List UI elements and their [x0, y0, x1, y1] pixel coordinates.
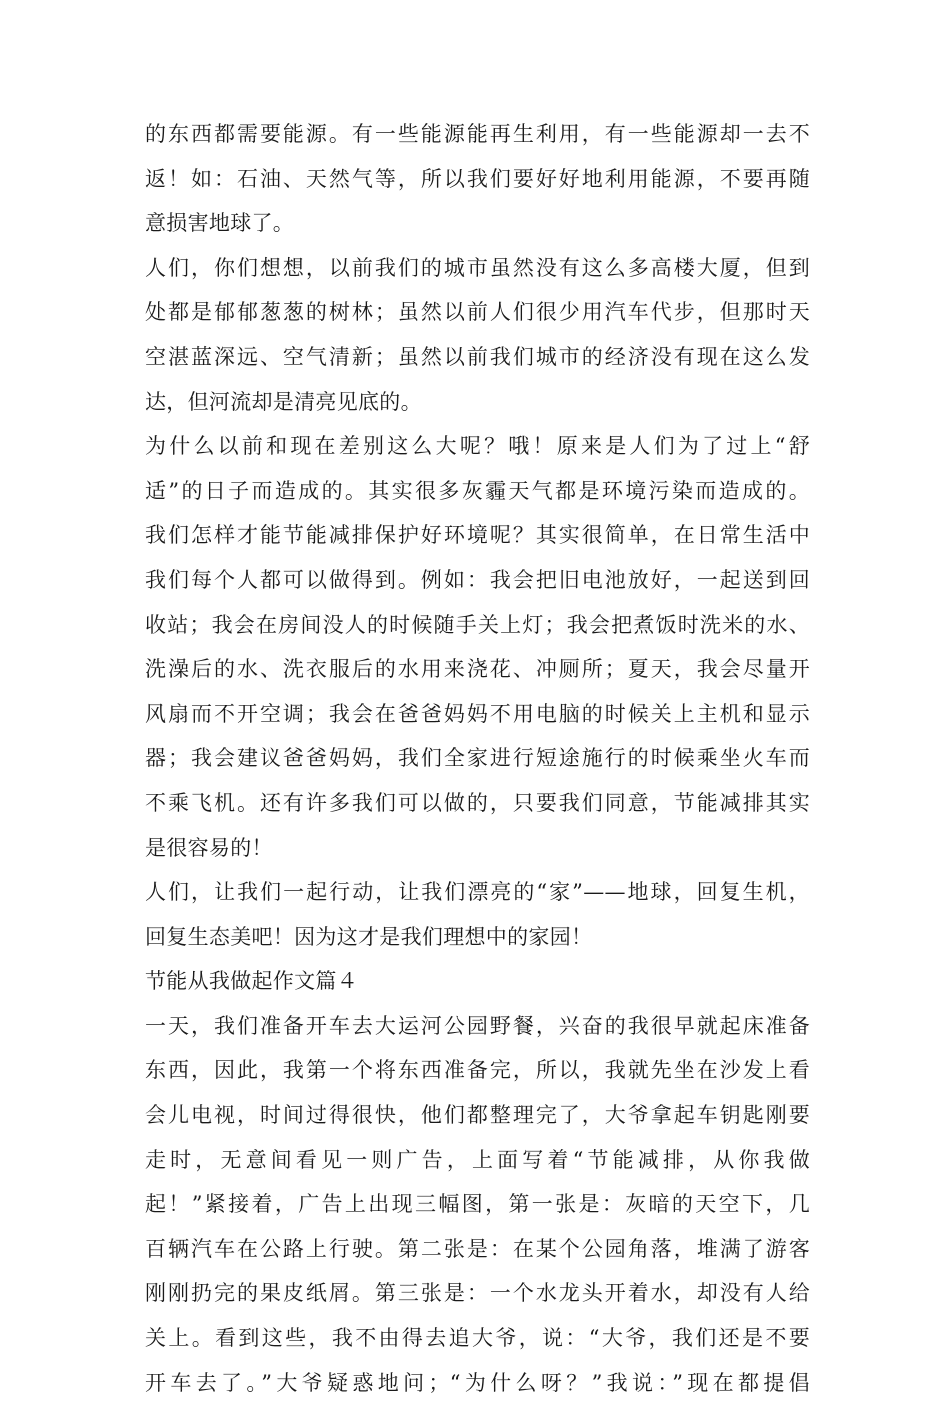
text-line: 洗澡后的水、洗衣服后的水用来浇花、冲厕所；夏天，我会尽量开	[145, 657, 810, 682]
text-line: 回复生态美吧！因为这才是我们理想中的家园！	[145, 924, 593, 949]
text-line: 器；我会建议爸爸妈妈，我们全家进行短途施行的时候乘坐火车而	[145, 746, 810, 771]
text-line: 关上。看到这些，我不由得去追大爷，说：“大爷，我们还是不要	[145, 1326, 810, 1351]
text-line: 起！”紧接着，广告上出现三幅图，第一张是：灰暗的天空下，几	[145, 1192, 810, 1217]
text-line: 适”的日子而造成的。其实很多灰霾天气都是环境污染而造成的。	[145, 478, 810, 503]
text-line: 风扇而不开空调；我会在爸爸妈妈不用电脑的时候关上主机和显示	[145, 701, 810, 726]
text-line: 我们每个人都可以做得到。例如：我会把旧电池放好，一起送到回	[145, 567, 810, 592]
text-line: 百辆汽车在公路上行驶。第二张是：在某个公园角落，堆满了游客	[145, 1236, 810, 1261]
text-line: 处都是郁郁葱葱的树林；虽然以前人们很少用汽车代步，但那时天	[145, 300, 810, 325]
text-line: 人们，让我们一起行动，让我们漂亮的“家”——地球，回复生机，	[145, 880, 810, 905]
text-line: 意损害地球了。	[145, 211, 295, 236]
text-line: 空湛蓝深远、空气清新；虽然以前我们城市的经济没有现在这么发	[145, 344, 810, 369]
text-line: 的东西都需要能源。有一些能源能再生利用，有一些能源却一去不	[145, 122, 810, 146]
text-line: 东西，因此，我第一个将东西准备完，所以，我就先坐在沙发上看	[145, 1058, 810, 1083]
text-line: 刚刚扔完的果皮纸屑。第三张是：一个水龙头开着水，却没有人给	[145, 1281, 810, 1306]
text-line: 返！如：石油、天然气等，所以我们要好好地利用能源，不要再随	[145, 166, 810, 191]
text-line: 为什么以前和现在差别这么大呢？哦！原来是人们为了过上“舒	[145, 434, 810, 459]
text-line: 一天，我们准备开车去大运河公园野餐，兴奋的我很早就起床准备	[145, 1013, 810, 1038]
text-line: 我们怎样才能节能减排保护好环境呢？其实很简单，在日常生活中	[145, 523, 810, 548]
text-line: 人们，你们想想，以前我们的城市虽然没有这么多高楼大厦，但到	[145, 255, 810, 280]
article-body	[145, 112, 810, 1405]
text-line: 会儿电视，时间过得很快，他们都整理完了，大爷拿起车钥匙刚要	[145, 1103, 810, 1128]
text-line: 走时，无意间看见一则广告，上面写着“节能减排，从你我做	[145, 1147, 810, 1172]
text-line: 收站；我会在房间没人的时候随手关上灯；我会把煮饭时洗米的水、	[145, 612, 810, 637]
text-line: 节能从我做起作文篇４	[145, 969, 358, 994]
text-line: 是很容易的！	[145, 835, 273, 860]
text-line: 达，但河流却是清亮见底的。	[145, 389, 422, 414]
text-line: 不乘飞机。还有许多我们可以做的，只要我们同意，节能减排其实	[145, 790, 810, 815]
text-line: 开车去了。”大爷疑惑地问；“为什么呀？”我说：”现在都提倡	[145, 1370, 810, 1395]
